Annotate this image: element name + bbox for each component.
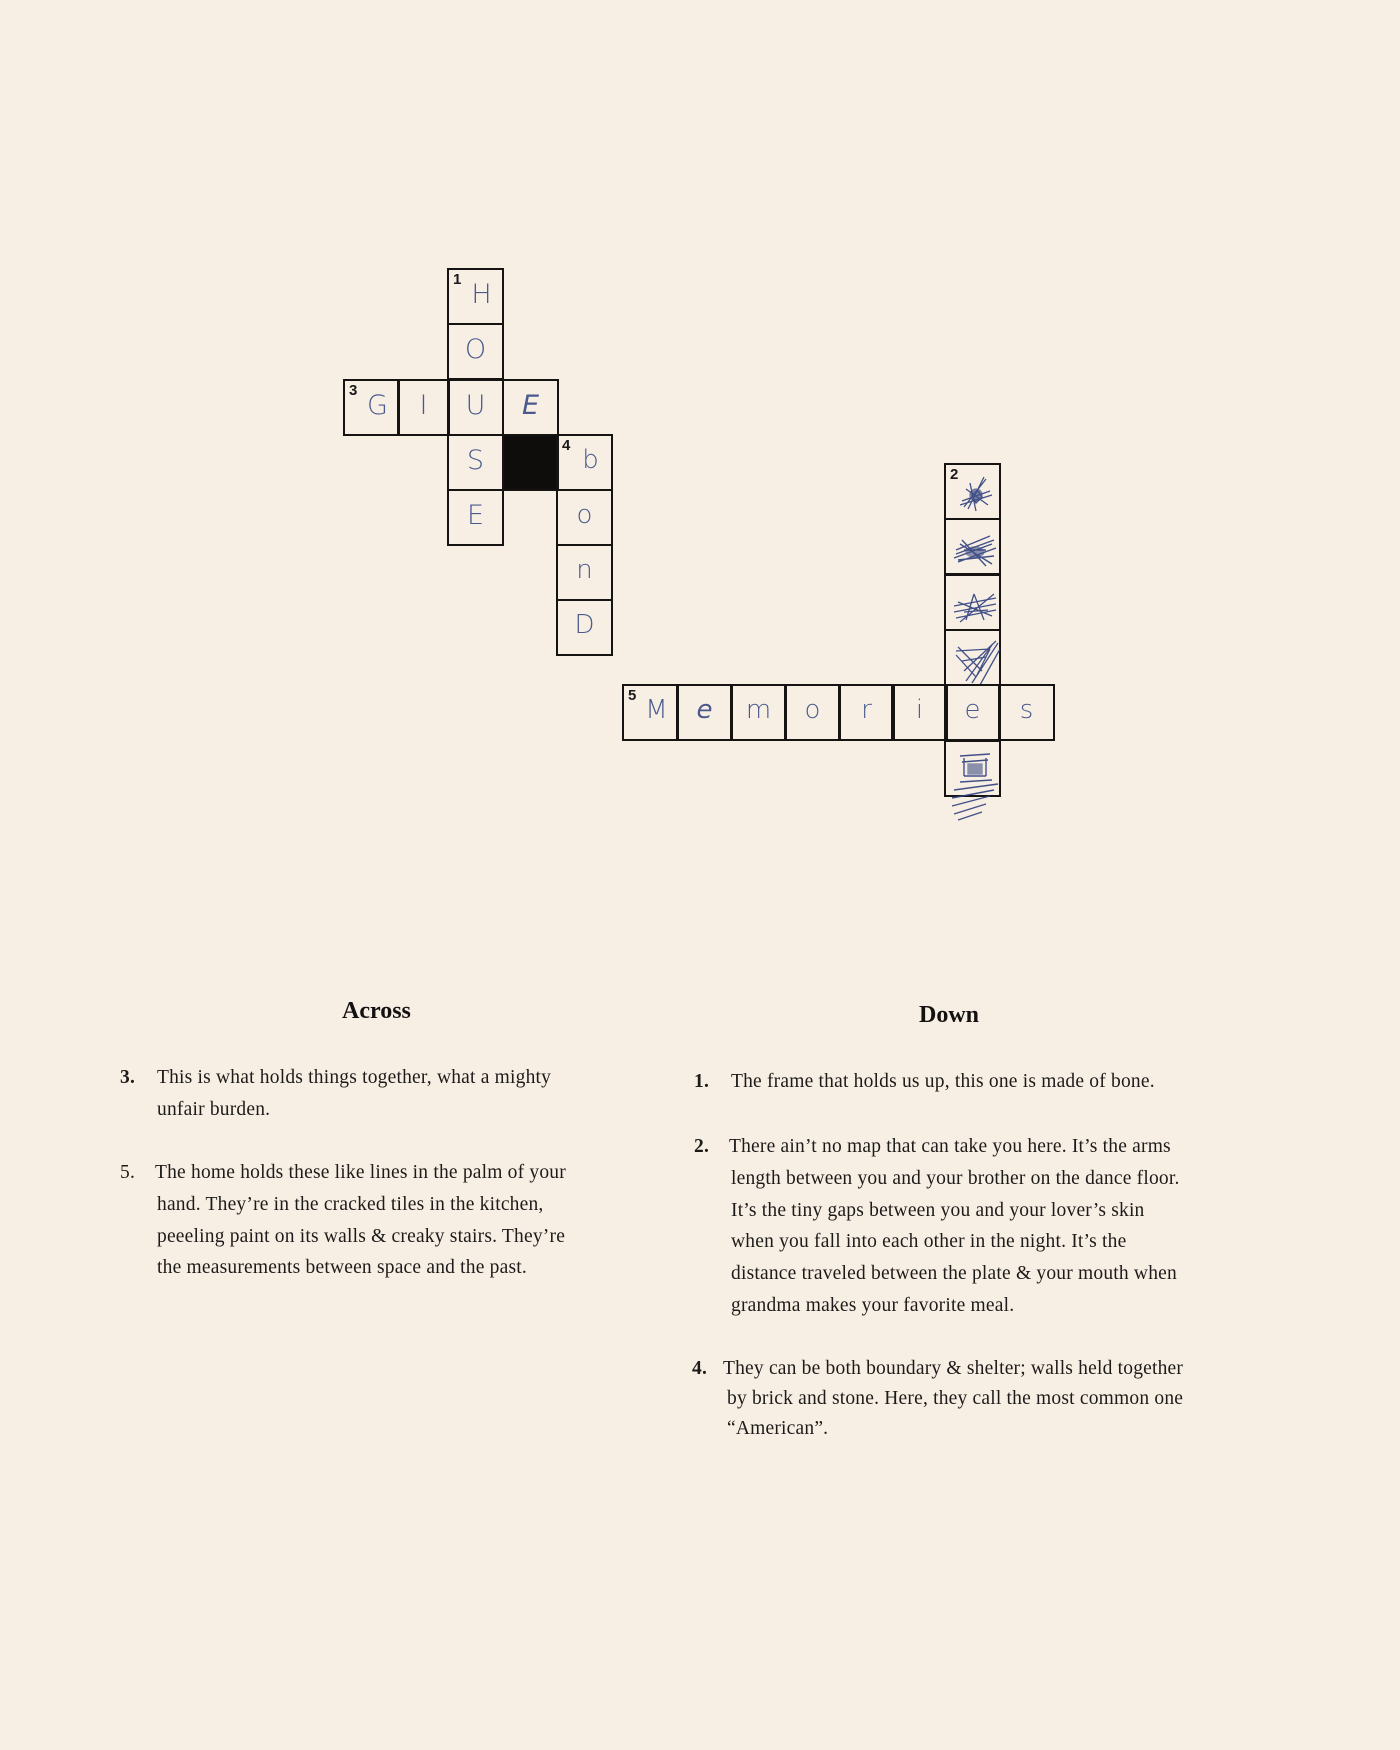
cell-1-down-1[interactable] xyxy=(447,268,504,325)
cell-letter: O xyxy=(464,334,487,365)
cell-letter: S xyxy=(466,445,485,476)
clue-number: 3 xyxy=(349,382,358,399)
cell-letter: m xyxy=(745,695,772,725)
cell-letter: G xyxy=(367,390,388,421)
clue-line: It’s the tiny gaps between you and your lover’s skin xyxy=(731,1199,1145,1221)
cell-1-down-2[interactable] xyxy=(447,323,504,380)
cell-letter: U xyxy=(465,390,486,421)
cell-letter: b xyxy=(582,445,599,475)
cell-5-across-6[interactable] xyxy=(891,684,948,741)
cell-letter: s xyxy=(1019,695,1034,725)
cell-5-across-8[interactable] xyxy=(998,684,1055,741)
cell-5-across-1[interactable] xyxy=(622,684,679,741)
clue-number: 5. xyxy=(120,1162,136,1183)
clue-number: 1. xyxy=(694,1071,710,1092)
clue-across-5 xyxy=(120,1157,680,1284)
clue-line: by brick and stone. Here, they call the most common one xyxy=(727,1388,1184,1409)
clue-number: 4. xyxy=(692,1358,708,1379)
cell-4-down-3[interactable] xyxy=(556,544,613,601)
cell-letter: I xyxy=(419,390,428,421)
down-heading: Down xyxy=(919,1002,980,1028)
cell-letter: e xyxy=(964,695,981,725)
cell-letter: E xyxy=(521,390,540,421)
scribble-icon xyxy=(946,520,1003,577)
clue-number: 4 xyxy=(562,437,571,454)
clue-line: length between you and your brother on the dance floor. xyxy=(731,1167,1180,1189)
clue-line: peeeling paint on its walls & creaky stairs. They’re xyxy=(157,1225,566,1247)
cell-letter: M xyxy=(645,695,668,725)
clue-down-4 xyxy=(692,1354,1322,1444)
scribble-icon xyxy=(946,742,1003,799)
cell-4-down-2[interactable] xyxy=(556,489,613,546)
cell-2-down-4[interactable] xyxy=(944,629,1001,686)
cell-letter: o xyxy=(804,695,821,725)
clue-down-2 xyxy=(694,1131,1314,1322)
cell-2-down-6[interactable] xyxy=(944,740,1001,797)
cell-letter: o xyxy=(576,500,593,530)
clue-line: the measurements between space and the past. xyxy=(157,1257,527,1279)
clue-line: distance traveled between the plate & your mouth when xyxy=(731,1263,1177,1285)
scribble-icon xyxy=(946,576,1003,633)
clue-across-3 xyxy=(120,1062,660,1126)
cell-4-down-1[interactable] xyxy=(556,434,613,491)
across-heading: Across xyxy=(342,998,411,1024)
cell-letter: E xyxy=(466,500,485,531)
cell-3-across-4[interactable] xyxy=(502,379,559,436)
cell-3-across-1[interactable] xyxy=(343,379,400,436)
cell-letter: D xyxy=(574,610,595,640)
cell-3-across-2[interactable] xyxy=(397,379,450,436)
cell-5-across-5[interactable] xyxy=(838,684,895,741)
clue-line: They can be both boundary & shelter; walls held together xyxy=(723,1358,1184,1379)
cell-letter: r xyxy=(861,695,872,725)
clue-down-1 xyxy=(694,1066,1314,1098)
clue-line: hand. They’re in the cracked tiles in the kitchen, xyxy=(157,1193,544,1215)
clue-line: grandma makes your favorite meal. xyxy=(731,1294,1015,1316)
cell-2-down-1[interactable] xyxy=(944,463,1001,520)
clue-number: 1 xyxy=(453,271,462,288)
cell-1-down-4[interactable] xyxy=(447,434,504,491)
cell-letter: i xyxy=(915,695,924,725)
clue-number: 2 xyxy=(950,466,959,483)
clue-line: when you fall into each other in the night. It’s the xyxy=(731,1231,1127,1253)
cell-2-down-3[interactable] xyxy=(944,574,1001,631)
cell-1-down-5[interactable] xyxy=(447,489,504,546)
cell-4-down-4[interactable] xyxy=(556,599,613,656)
clue-line: There ain’t no map that can take you here. It’s the arms xyxy=(729,1136,1171,1157)
clue-line: unfair burden. xyxy=(157,1098,271,1120)
cell-2-down-2[interactable] xyxy=(944,518,1001,575)
clue-line: “American”. xyxy=(727,1418,829,1439)
clue-line: This is what holds things together, what a mighty xyxy=(157,1067,552,1088)
cell-5-across-3[interactable] xyxy=(730,684,787,741)
cell-5-across-4[interactable] xyxy=(784,684,841,741)
clue-number: 2. xyxy=(694,1136,710,1157)
cell-letter: n xyxy=(576,555,593,585)
cell-letter: e xyxy=(696,695,713,725)
scribble-icon xyxy=(946,631,1003,688)
cell-5-across-7[interactable] xyxy=(944,684,1001,741)
cell-5-across-2[interactable] xyxy=(676,684,733,741)
clue-line: The home holds these like lines in the palm of your xyxy=(155,1162,566,1183)
clue-line: The frame that holds us up, this one is made of bone. xyxy=(731,1071,1155,1092)
clue-number: 5 xyxy=(628,687,637,704)
black-cell xyxy=(502,434,559,491)
cell-letter: H xyxy=(471,279,492,310)
cell-3-across-3[interactable] xyxy=(447,379,504,436)
clue-number: 3. xyxy=(120,1067,136,1088)
